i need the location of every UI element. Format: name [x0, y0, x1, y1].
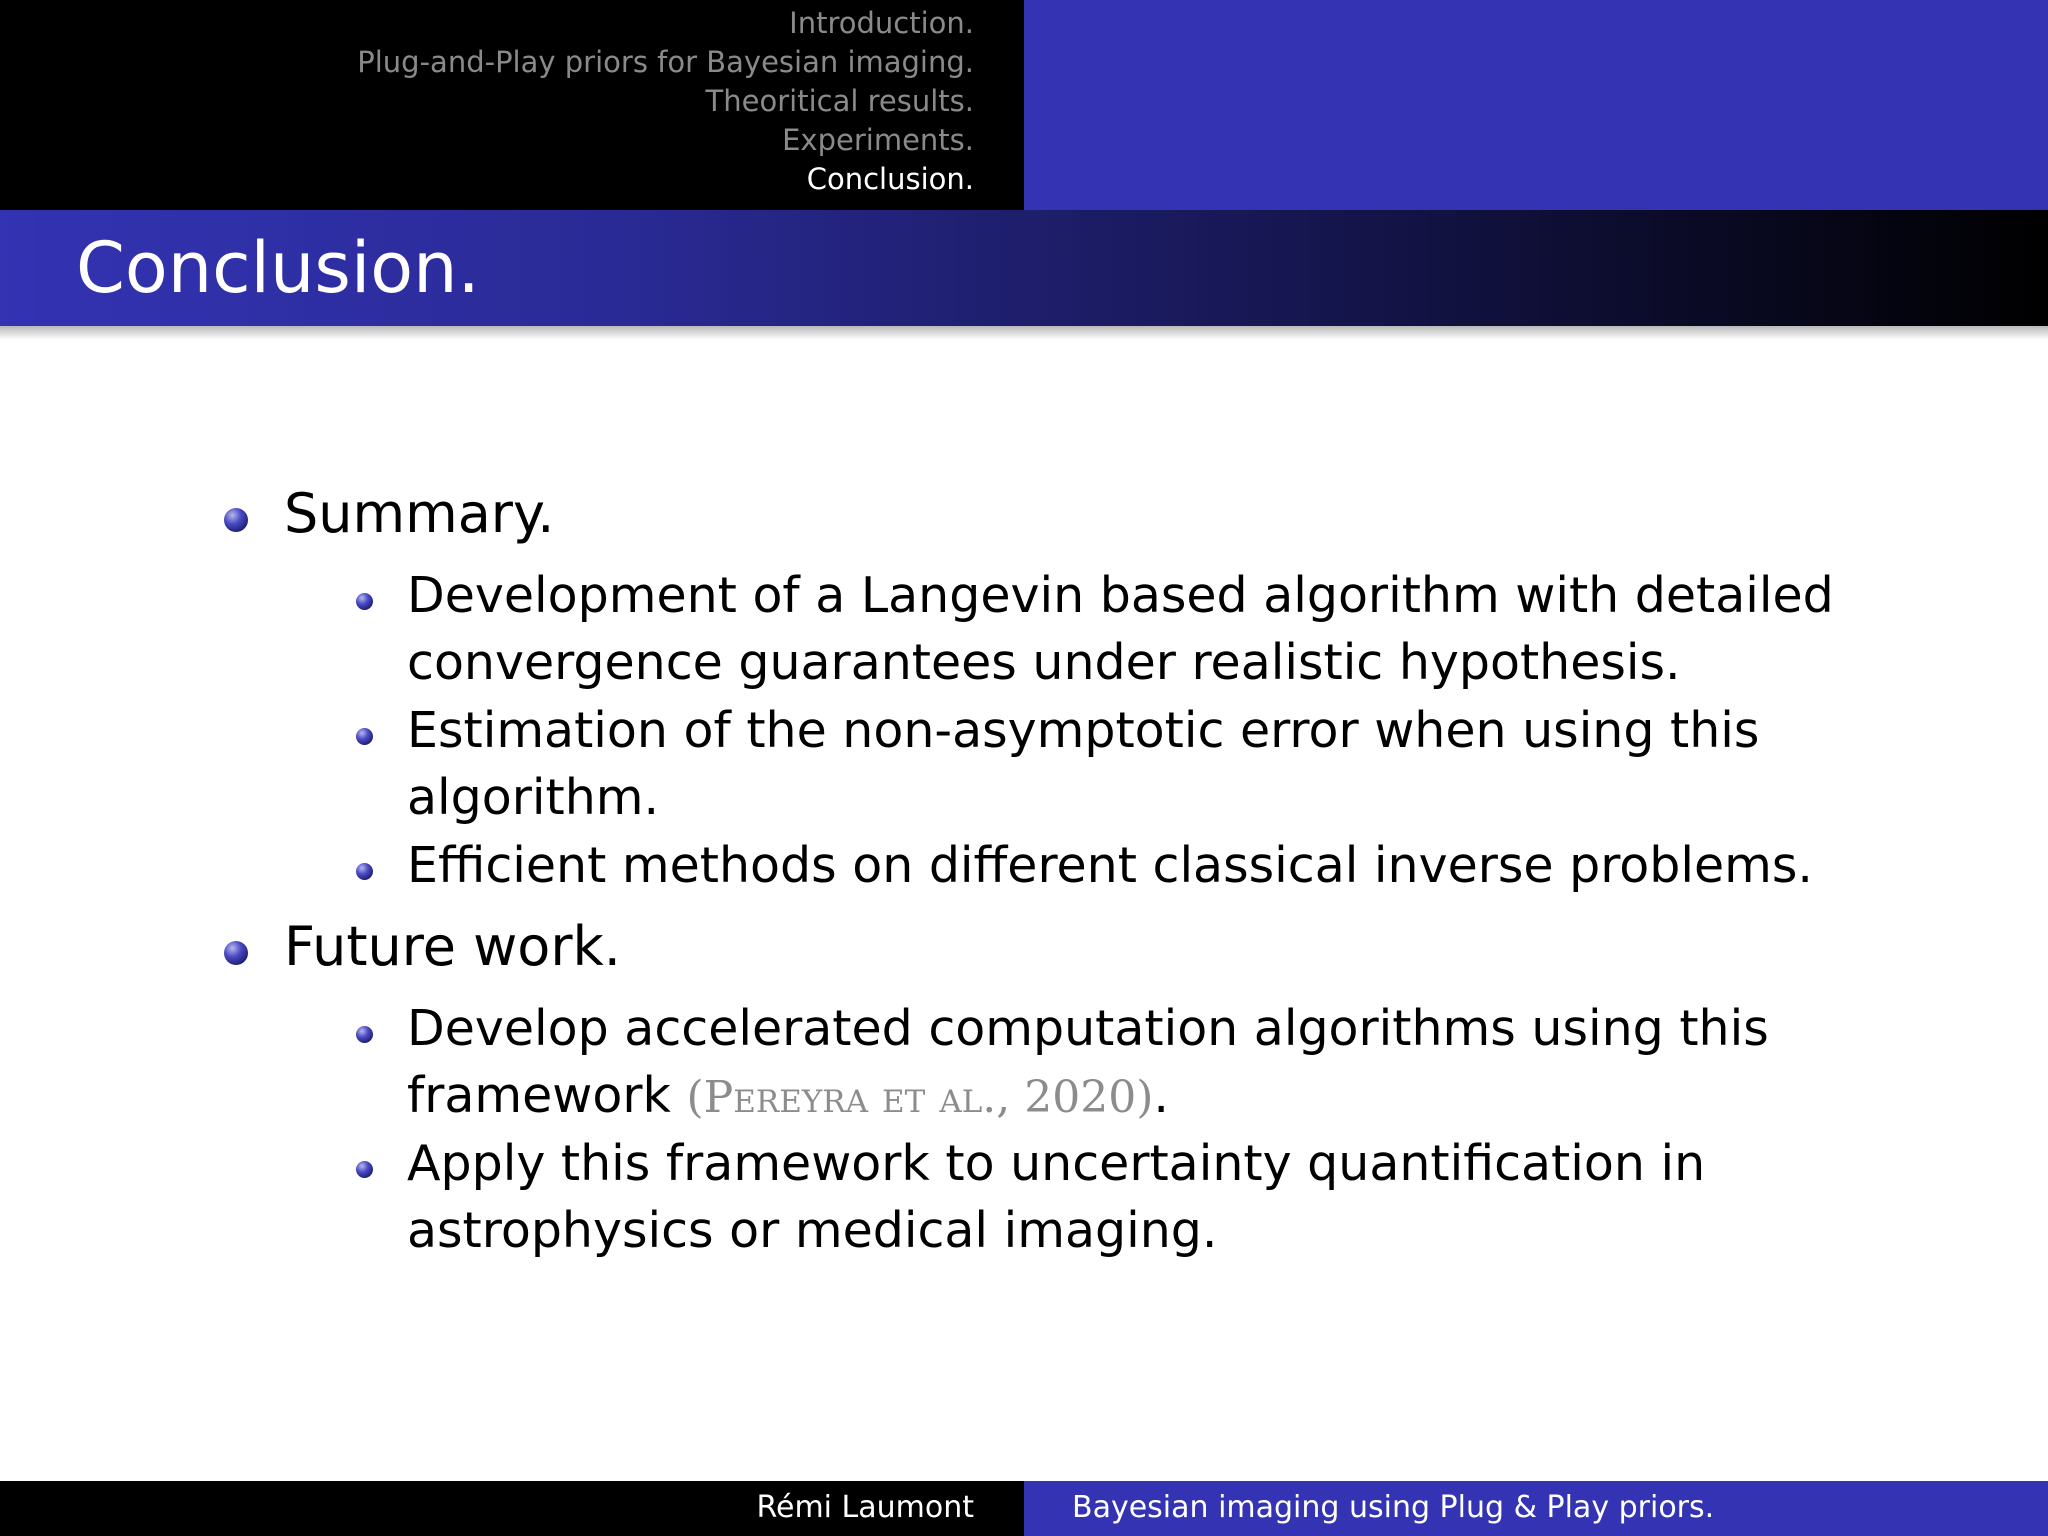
subsection-navigation-panel: [1024, 0, 2048, 210]
future-item-1-period: .: [1153, 1067, 1169, 1124]
nav-section-experiments[interactable]: Experiments.: [782, 123, 974, 157]
citation-close-paren: ): [1136, 1072, 1154, 1123]
footer-author: Rémi Laumont: [756, 1490, 974, 1525]
future-item-2-line-2: astrophysics or medical imaging.: [407, 1202, 1218, 1259]
citation-authors: Pereyra et al.: [703, 1072, 997, 1123]
summary-item-3-line-1: Efficient methods on different classical inverse problems.: [407, 837, 1813, 894]
footer-talk-title: Bayesian imaging using Plug & Play priors.: [1072, 1490, 1715, 1525]
nav-section-introduction[interactable]: Introduction.: [789, 6, 974, 40]
small-ball-bullet-icon: [356, 728, 373, 745]
citation-separator: ,: [996, 1072, 1025, 1123]
citation-pereyra-2020[interactable]: [686, 1072, 1153, 1123]
small-ball-bullet-icon: [356, 1026, 373, 1043]
small-ball-bullet-icon: [356, 863, 373, 880]
summary-item-2-line-2: algorithm.: [407, 769, 660, 826]
future-item-1-line-1: Develop accelerated computation algorithms using this: [407, 1000, 1769, 1057]
footer-title-panel: [1024, 1481, 2048, 1536]
ball-bullet-icon: [224, 508, 248, 532]
ball-bullet-icon: [224, 941, 248, 965]
citation-year: 2020: [1024, 1072, 1137, 1123]
future-item-1-line-2: [407, 1063, 1169, 1131]
future-item-2-line-1: Apply this framework to uncertainty quantification in: [407, 1135, 1706, 1192]
future-item-1-text: framework: [407, 1067, 671, 1124]
nav-section-plug-and-play-priors[interactable]: Plug-and-Play priors for Bayesian imaging.: [357, 45, 974, 79]
future-work-heading: Future work.: [284, 915, 621, 978]
nav-section-conclusion[interactable]: Conclusion.: [806, 162, 974, 196]
section-navigation-panel: [0, 0, 1024, 210]
summary-heading: Summary.: [284, 482, 555, 545]
small-ball-bullet-icon: [356, 593, 373, 610]
small-ball-bullet-icon: [356, 1161, 373, 1178]
frame-title-shadow: [0, 326, 2048, 340]
summary-item-2-line-1: Estimation of the non-asymptotic error when using this: [407, 702, 1760, 759]
summary-item-1-line-2: convergence guarantees under realistic hypothesis.: [407, 634, 1681, 691]
footer-author-panel: [0, 1481, 1024, 1536]
section-navigation-list: [357, 4, 974, 199]
frame-title: Conclusion.: [76, 227, 480, 309]
summary-item-1-line-1: Development of a Langevin based algorithm with detailed: [407, 567, 1834, 624]
nav-section-theoretical-results[interactable]: Theoritical results.: [705, 84, 974, 118]
citation-open-paren: (: [686, 1072, 704, 1123]
